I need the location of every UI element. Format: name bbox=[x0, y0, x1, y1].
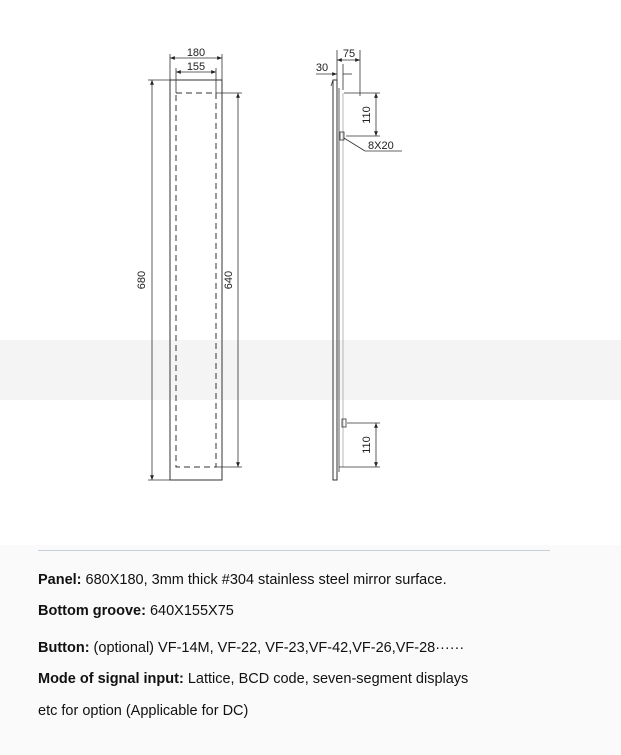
spec-bottom-groove bbox=[38, 602, 234, 620]
upper-fixing-slot bbox=[340, 132, 344, 140]
front-view bbox=[136, 47, 242, 480]
spec-value: etc for option (Applicable for DC) bbox=[38, 703, 249, 719]
panel-outline bbox=[170, 80, 222, 480]
spec-value: Lattice, BCD code, seven-segment displays bbox=[183, 671, 469, 687]
offset-label: 30 bbox=[315, 62, 329, 74]
spec-signal-input-continued bbox=[38, 702, 248, 720]
spec-signal-input bbox=[38, 670, 468, 688]
spec-label: Button: bbox=[38, 640, 90, 656]
spec-panel bbox=[38, 571, 447, 589]
height-inner-label: 640 bbox=[223, 270, 235, 290]
spec-label: Panel: bbox=[38, 572, 82, 588]
height-outer-label: 680 bbox=[136, 270, 148, 290]
groove-outline bbox=[176, 93, 216, 467]
spec-label: Bottom groove: bbox=[38, 603, 146, 619]
section-divider bbox=[38, 550, 550, 551]
side-view bbox=[316, 48, 402, 480]
top-distance-label: 110 bbox=[361, 106, 373, 124]
spec-label: Mode of signal input: bbox=[38, 671, 184, 687]
depth-total-label: 75 bbox=[342, 48, 356, 60]
width-inner-label: 155 bbox=[186, 61, 206, 73]
width-outer-label: 180 bbox=[186, 47, 206, 59]
side-panel-plate bbox=[333, 80, 337, 480]
spec-value: 680X180, 3mm thick #304 stainless steel mirror surface. bbox=[81, 572, 447, 588]
spec-button bbox=[38, 639, 464, 657]
spec-value: (optional) VF-14M, VF-22, VF-23,VF-42,VF-26,VF-28······ bbox=[89, 640, 465, 656]
lower-fixing-slot bbox=[342, 419, 346, 427]
bottom-distance-label: 110 bbox=[361, 436, 373, 454]
spec-value: 640X155X75 bbox=[145, 603, 234, 619]
slot-size-label: 8X20 bbox=[368, 140, 394, 152]
